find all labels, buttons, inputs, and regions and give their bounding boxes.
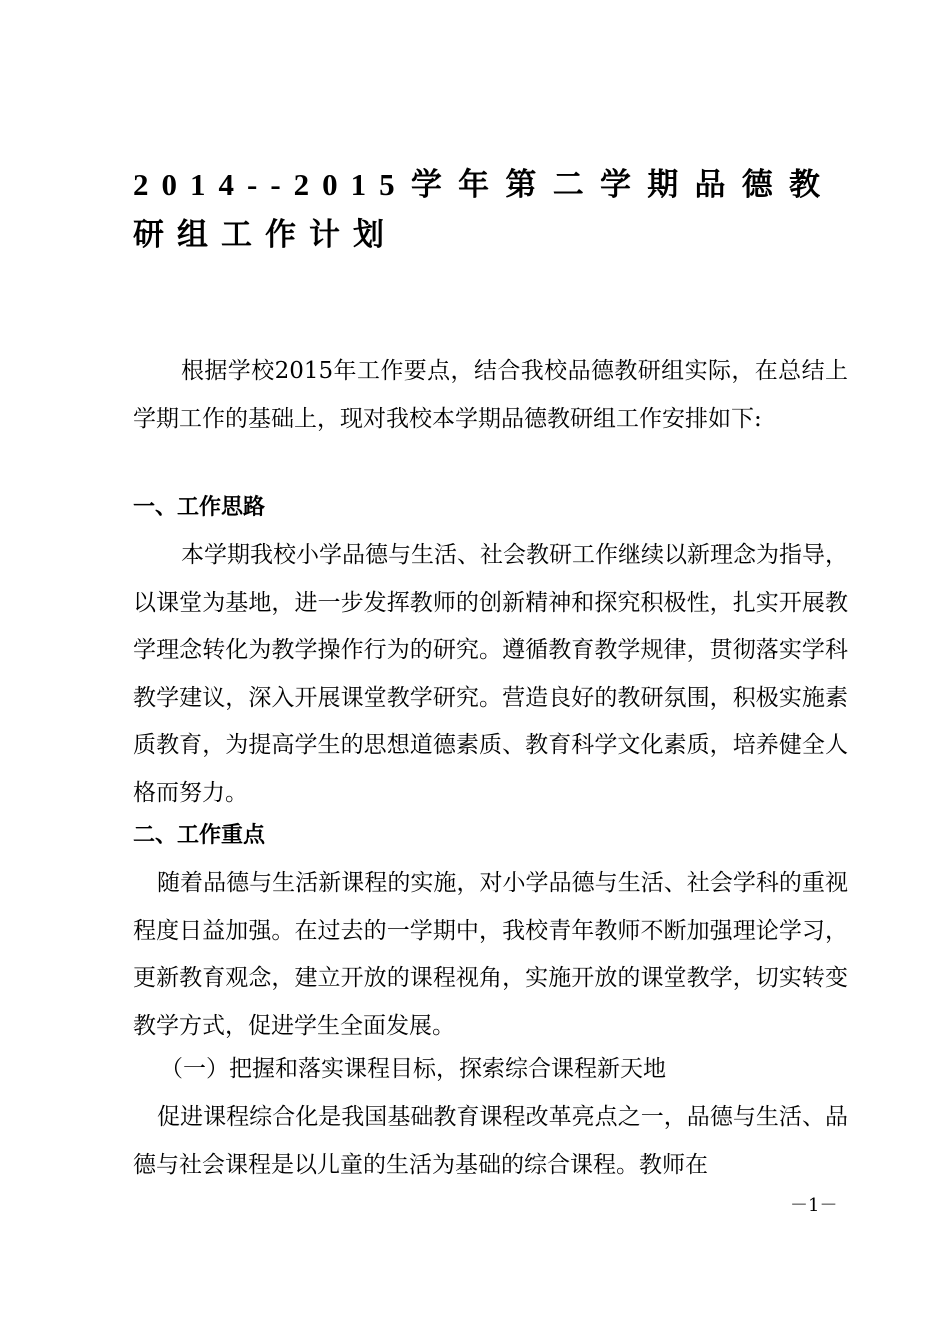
page-number: －1－ (790, 1195, 838, 1216)
section-heading-work-approach: 一、工作思路 (133, 495, 266, 520)
subsection-paragraph-curriculum-goals: 促进课程综合化是我国基础教育课程改革亮点之一，品德与生活、品德与社会课程是以儿童的生活为基础的综合课程。教师在 (133, 1104, 848, 1178)
section-paragraph-work-focus: 随着品德与生活新课程的实施，对小学品德与生活、社会学科的重视程度日益加强。在过去的一学期中，我校青年教师不断加强理论学习，更新教育观念，建立开放的课程视角，实施开放的课堂教学，切实转变教学方式，促进学生全面发展。 (133, 870, 848, 1039)
section-heading-work-focus: 二、工作重点 (133, 823, 266, 848)
intro-paragraph: 根据学校2015年工作要点，结合我校品德教研组实际，在总结上学期工作的基础上，现对我校本学期品德教研组工作安排如下: (133, 358, 848, 432)
section-paragraph-work-approach: 本学期我校小学品德与生活、社会教研工作继续以新理念为指导，以课堂为基地，进一步发挥教师的创新精神和探究积极性，扎实开展教学理念转化为教学操作行为的研究。遵循教育教学规律，贯彻落实学科教学建议，深入开展课堂教学研究。营造良好的教研氛围，积极实施素质教育，为提高学生的思想道德素质、教育科学文化素质，培养健全人格而努力。 (133, 542, 848, 806)
document-title: 2014--2015学年第二学期品德教研组工作计划 (133, 167, 833, 252)
subsection-heading-curriculum-goals: （一）把握和落实课程目标，探索综合课程新天地 (160, 1056, 666, 1082)
